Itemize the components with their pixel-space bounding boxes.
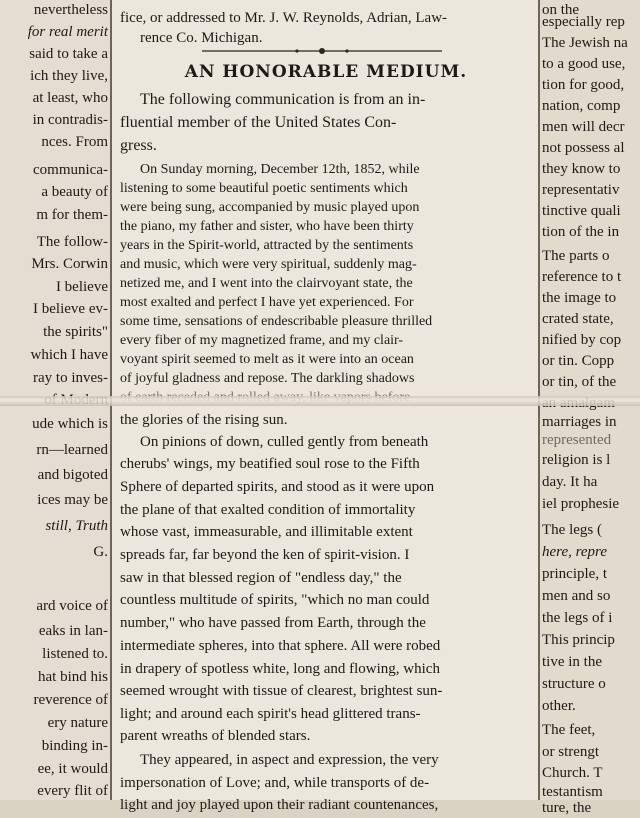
- text-line: the plane of that exalted condition of immortality: [120, 502, 416, 518]
- text-line: marriages in: [542, 414, 617, 430]
- text-line: in contradis-: [32, 112, 108, 128]
- text-line: represented: [542, 432, 612, 448]
- text-line: listening to some beautiful poetic sentiments which: [120, 181, 408, 196]
- text-line: structure o: [542, 676, 606, 692]
- text-line: said to take a: [29, 46, 108, 62]
- text-line: fice, or addressed to Mr. J. W. Reynolds, Adrian, Law-: [120, 10, 448, 26]
- text-line: The feet,: [542, 722, 596, 738]
- text-line: the piano, my father and sister, who have been thirty: [120, 219, 414, 234]
- text-line: or tin, of the: [542, 374, 617, 390]
- paper-fold-crease: [0, 396, 640, 406]
- text-line: of joyful gladness and repose. The darkling shadows: [120, 371, 415, 386]
- text-line: representativ: [542, 182, 620, 198]
- text-line: some time, sensations of endescribable pleasure thrilled: [120, 314, 433, 329]
- text-line: day. It ha: [542, 474, 598, 490]
- text-line: countless multitude of spirits, "which no man could: [120, 592, 430, 608]
- text-line: and music, which were very spiritual, suddenly mag-: [120, 257, 417, 272]
- text-line: On pinions of down, culled gently from beneath: [140, 434, 429, 450]
- text-line: m for them-: [36, 207, 108, 223]
- text-line: impersonation of Love; and, while transports of de-: [120, 775, 430, 791]
- text-line: men and so: [542, 588, 611, 604]
- text-line: whose vast, immeasurable, and illimitable extent: [120, 524, 413, 540]
- text-line: tion of the in: [542, 224, 620, 240]
- text-line: rence Co. Michigan.: [140, 30, 263, 46]
- text-line: ude which is: [32, 416, 108, 432]
- text-line: tive in the: [542, 654, 602, 670]
- text-line: communica-: [33, 162, 108, 178]
- text-line: every flit of: [37, 783, 108, 799]
- text-line: tinctive quali: [542, 203, 621, 219]
- text-line: On Sunday morning, December 12th, 1852, while: [140, 162, 420, 177]
- text-line: testantism: [542, 784, 603, 800]
- text-line: light and joy played upon their radiant countenances,: [120, 797, 439, 813]
- text-line: listened to.: [42, 646, 108, 662]
- text-line: the legs of i: [542, 610, 613, 626]
- text-line: number," who have passed from Earth, through the: [120, 615, 426, 631]
- text-line: reference to t: [542, 269, 622, 285]
- text-line: and bigoted: [37, 467, 108, 483]
- text-line: I believe ev-: [33, 301, 108, 317]
- article-headline: AN HONORABLE MEDIUM.: [184, 62, 468, 82]
- text-line: parent wreaths of blended stars.: [120, 728, 311, 744]
- text-line: ture, the: [542, 800, 592, 816]
- text-line: a beauty of: [41, 184, 108, 200]
- text-line: iel prophesie: [542, 496, 620, 512]
- text-line: principle, t: [542, 566, 607, 582]
- text-line: they know to: [542, 161, 621, 177]
- text-line: every fiber of my magnetized frame, and my clair-: [120, 333, 404, 348]
- text-line: ices may be: [37, 492, 108, 508]
- text-line: light; and around each spirit's head glittered trans-: [120, 706, 421, 722]
- text-line: on the: [542, 2, 580, 18]
- text-line: here, repre: [542, 544, 607, 560]
- text-line: to a good use,: [542, 56, 626, 72]
- text-line: I believe: [55, 279, 108, 295]
- text-line: nation, comp: [542, 98, 621, 114]
- text-line: The legs (: [542, 522, 602, 538]
- text-line: ard voice of: [36, 598, 108, 614]
- text-line: reverence of: [33, 692, 108, 708]
- text-line: were being sung, accompanied by music played upon: [120, 200, 420, 215]
- text-line: netized me, and I went into the clairvoyant state, the: [120, 276, 413, 291]
- text-line: other.: [542, 698, 576, 714]
- text-line: Sphere of departed spirits, and stood as it were upon: [120, 479, 435, 495]
- text-line: The parts o: [542, 248, 610, 264]
- text-line: cherubs' wings, my beatified soul rose to the Fifth: [120, 456, 420, 472]
- text-line: nified by cop: [542, 332, 622, 348]
- text-line: ery nature: [47, 715, 108, 731]
- text-line: ich they live,: [30, 68, 108, 84]
- text-line: intermediate spheres, into that sphere. All were robed: [120, 638, 441, 654]
- text-line: or strengt: [542, 744, 600, 760]
- text-line: This princip: [542, 632, 615, 648]
- text-line: men will decr: [542, 119, 625, 135]
- text-line: binding in-: [41, 738, 108, 754]
- text-line: hat bind his: [38, 669, 108, 685]
- text-line: voyant spirit seemed to melt as it were into an ocean: [120, 352, 414, 367]
- text-line: in drapery of spotless white, long and flowing, which: [120, 661, 440, 677]
- ornament-divider: [202, 48, 442, 54]
- text-line: at least, who: [32, 90, 108, 106]
- text-line: The following communication is from an in-: [140, 91, 426, 108]
- text-line: saw in that blessed region of "endless day," the: [120, 570, 402, 586]
- text-line: the image to: [542, 290, 617, 306]
- text-line: the spirits": [43, 324, 108, 340]
- text-line: nces. From: [41, 134, 108, 150]
- text-line: years in the Spirit-world, attracted by the sentiments: [120, 238, 414, 253]
- text-line: most exalted and perfect I have yet experienced. For: [120, 295, 414, 310]
- text-line: crated state,: [542, 311, 614, 327]
- text-line: eaks in lan-: [38, 623, 108, 639]
- text-line: fluential member of the United States Con-: [120, 114, 397, 131]
- text-line: Mrs. Corwin: [31, 256, 108, 272]
- text-line: especially rep: [542, 14, 625, 30]
- text-line: spreads far, far beyond the ken of spirit-vision. I: [120, 547, 410, 563]
- text-line: religion is l: [542, 452, 611, 468]
- text-line: not possess al: [542, 140, 625, 156]
- text-line: ee, it would: [37, 761, 108, 777]
- text-line: the glories of the rising sun.: [120, 412, 288, 428]
- text-line: The Jewish na: [542, 35, 628, 51]
- text-line: gress.: [120, 137, 157, 154]
- text-line: tion for good,: [542, 77, 625, 93]
- text-line: ray to inves-: [33, 370, 108, 386]
- text-line: for real merit: [27, 24, 108, 40]
- text-line: rn—learned: [36, 442, 108, 458]
- text-line: Church. T: [542, 765, 603, 781]
- text-line: They appeared, in aspect and expression, the very: [140, 752, 439, 768]
- text-line: still, Truth: [45, 518, 108, 534]
- text-line: G.: [93, 544, 108, 560]
- text-line: The follow-: [36, 234, 108, 250]
- text-line: seemed wrought with tissue of clearest, brightest sun-: [120, 683, 443, 699]
- text-line: or tin. Copp: [542, 353, 615, 369]
- text-line: nevertheless: [33, 2, 108, 18]
- text-line: which I have: [30, 347, 108, 363]
